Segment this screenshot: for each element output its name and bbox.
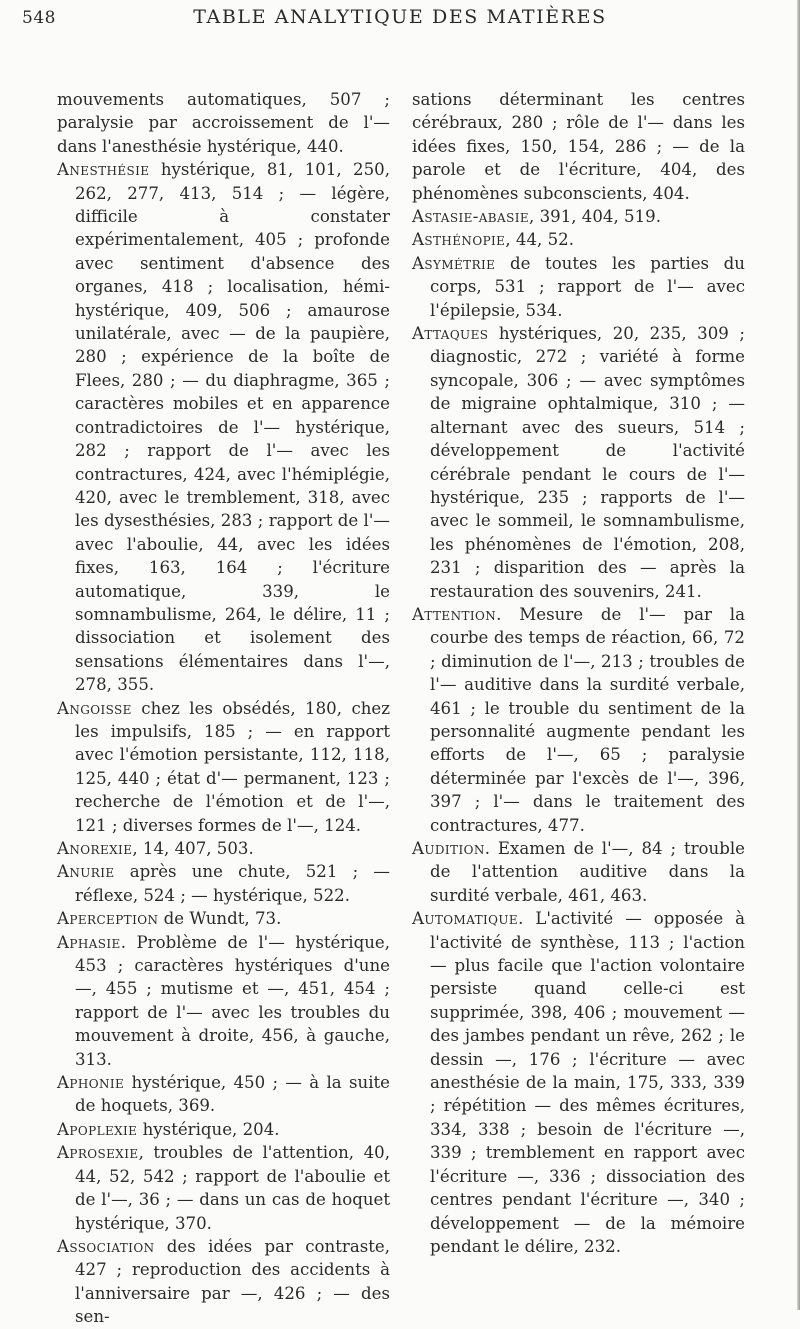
left-column (57, 88, 390, 1329)
index-entry-aphonie: Aphonie hystérique, 450 ; — à la suite de hoquets, 369. (57, 1073, 390, 1116)
index-entry-anorexie: Anorexie, 14, 407, 503. (57, 839, 254, 858)
index-entry-apoplexie: Apoplexie hystérique, 204. (57, 1119, 280, 1139)
index-entry-association: Association des idées par contraste, 427 ; reproduction des accidents à l'anniversaire par —, 426 ; — des sen- (57, 1236, 390, 1327)
index-entry-astasie-abasie: Astasie-abasie, 391, 404, 519. (412, 207, 661, 227)
index-entry-aprosexie: Aprosexie, troubles de l'attention, 40, 44, 52, 542 ; rapport de l'aboulie et de l'—, 36 ; — dans un cas de hoquet hystérique, 370. (57, 1143, 390, 1233)
index-entry-anesthesie: Anesthésie hystérique, 81, 101, 250, 262, 277, 413, 514 ; — légère, difficile à constater expérimentalement, 405 ; profonde avec sentiment d'absence des organes, 418 ; localisation, hémi-hystérique, 409, 506 ; amaurose unilatérale, avec — de la paupière, 280 ; expérience de la boîte de Flees, 280 ; — du diaphragme, 365 ; caractères mobiles et en apparence contradictoires de l'— hystérique, 282 ; rapport de l'— avec les contractures, 424, avec l'hémiplégie, 420, avec le tremblement, 318, avec les dysesthésies, 283 ; rapport de l'— avec l'aboulie, 44, avec les idées fixes, 163, 164 ; l'écriture automatique, 339, le somnambulisme, 264, le délire, 11 ; dissociation et isolement des sensations élémentaires dans l'—, 278, 355. (57, 160, 390, 695)
index-entry-asymetrie: Asymétrie de toutes les parties du corps, 531 ; rapport de l'— avec l'épilepsie, 534. (412, 253, 745, 320)
index-entry-continued: mouvements automatiques, 507 ; paralysie par accroissement de l'— dans l'anesthésie hystérique, 440. (57, 90, 390, 156)
index-entry-attention: Attention. Mesure de l'— par la courbe des temps de réaction, 66, 72 ; diminution de l'—, 213 ; troubles de l'— auditive dans la surdité verbale, 461 ; le trouble du sentiment de la personnalité augmente pendant les efforts de l'—, 65 ; paralysie déterminée par l'excès de l'—, 396, 397 ; l'— dans le traitement des contractures, 477. (412, 604, 745, 835)
index-entry-automatique: Automatique. L'activité — opposée à l'activité de synthèse, 113 ; l'action — plus facile que l'action volontaire persiste quand celle-ci est supprimée, 398, 406 ; mouvement — des jambes pendant un rêve, 262 ; le dessin —, 176 ; l'écriture — avec anesthésie de la main, 175, 333, 339 ; répétition — des mêmes écritures, 334, 338 ; besoin de l'écriture —, 339 ; tremblement en rapport avec l'écriture —, 336 ; dissociation des centres pendant l'écriture —, 340 ; développement — de la mémoire pendant le délire, 232. (412, 909, 745, 1256)
index-entry-audition: Audition. Examen de l'—, 84 ; trouble de l'attention auditive dans la surdité verbale, 461, 463. (412, 839, 745, 905)
index-entry-anurie: Anurie après une chute, 521 ; — réflexe, 524 ; — hystérique, 522. (57, 862, 390, 905)
index-entry-asthenopie: Asthénopie, 44, 52. (412, 230, 574, 250)
page-number: 548 (22, 8, 56, 28)
index-entry-angoisse: Angoisse chez les obsédés, 180, chez les impulsifs, 185 ; — en rapport avec l'émotion persistante, 112, 118, 125, 440 ; état d'— permanent, 123 ; recherche de l'émotion et de l'—, 121 ; diverses formes de l'—, 124. (57, 698, 390, 835)
page-header (0, 6, 800, 36)
index-entry-aphasie: Aphasie. Problème de l'— hystérique, 453 ; caractères hystériques d'une —, 455 ; mutisme et —, 451, 454 ; rapport de l'— avec les troubles du mouvement à droite, 456, à gauche, 313. (57, 932, 390, 1069)
index-entry-aperception: Aperception de Wundt, 73. (57, 909, 282, 929)
right-column (412, 88, 745, 1258)
index-entry-continued: sations déterminant les centres cérébraux, 280 ; rôle de l'— dans les idées fixes, 150, 154, 286 ; — de la parole et de l'écriture, 404, des phénomènes subconscients, 404. (412, 90, 745, 203)
index-entry-attaques: Attaques hystériques, 20, 235, 309 ; diagnostic, 272 ; variété à forme syncopale, 306 ; — avec symptômes de migraine ophtalmique, 310 ; — alternant avec des sueurs, 514 ; développement de l'activité cérébrale pendant le cours de l'— hystérique, 235 ; rapports de l'— avec le sommeil, le somnambulisme, les phénomènes de l'émotion, 208, 231 ; disparition des — après la restauration des souvenirs, 241. (412, 324, 745, 601)
running-title: TABLE ANALYTIQUE DES MATIÈRES (193, 6, 607, 28)
